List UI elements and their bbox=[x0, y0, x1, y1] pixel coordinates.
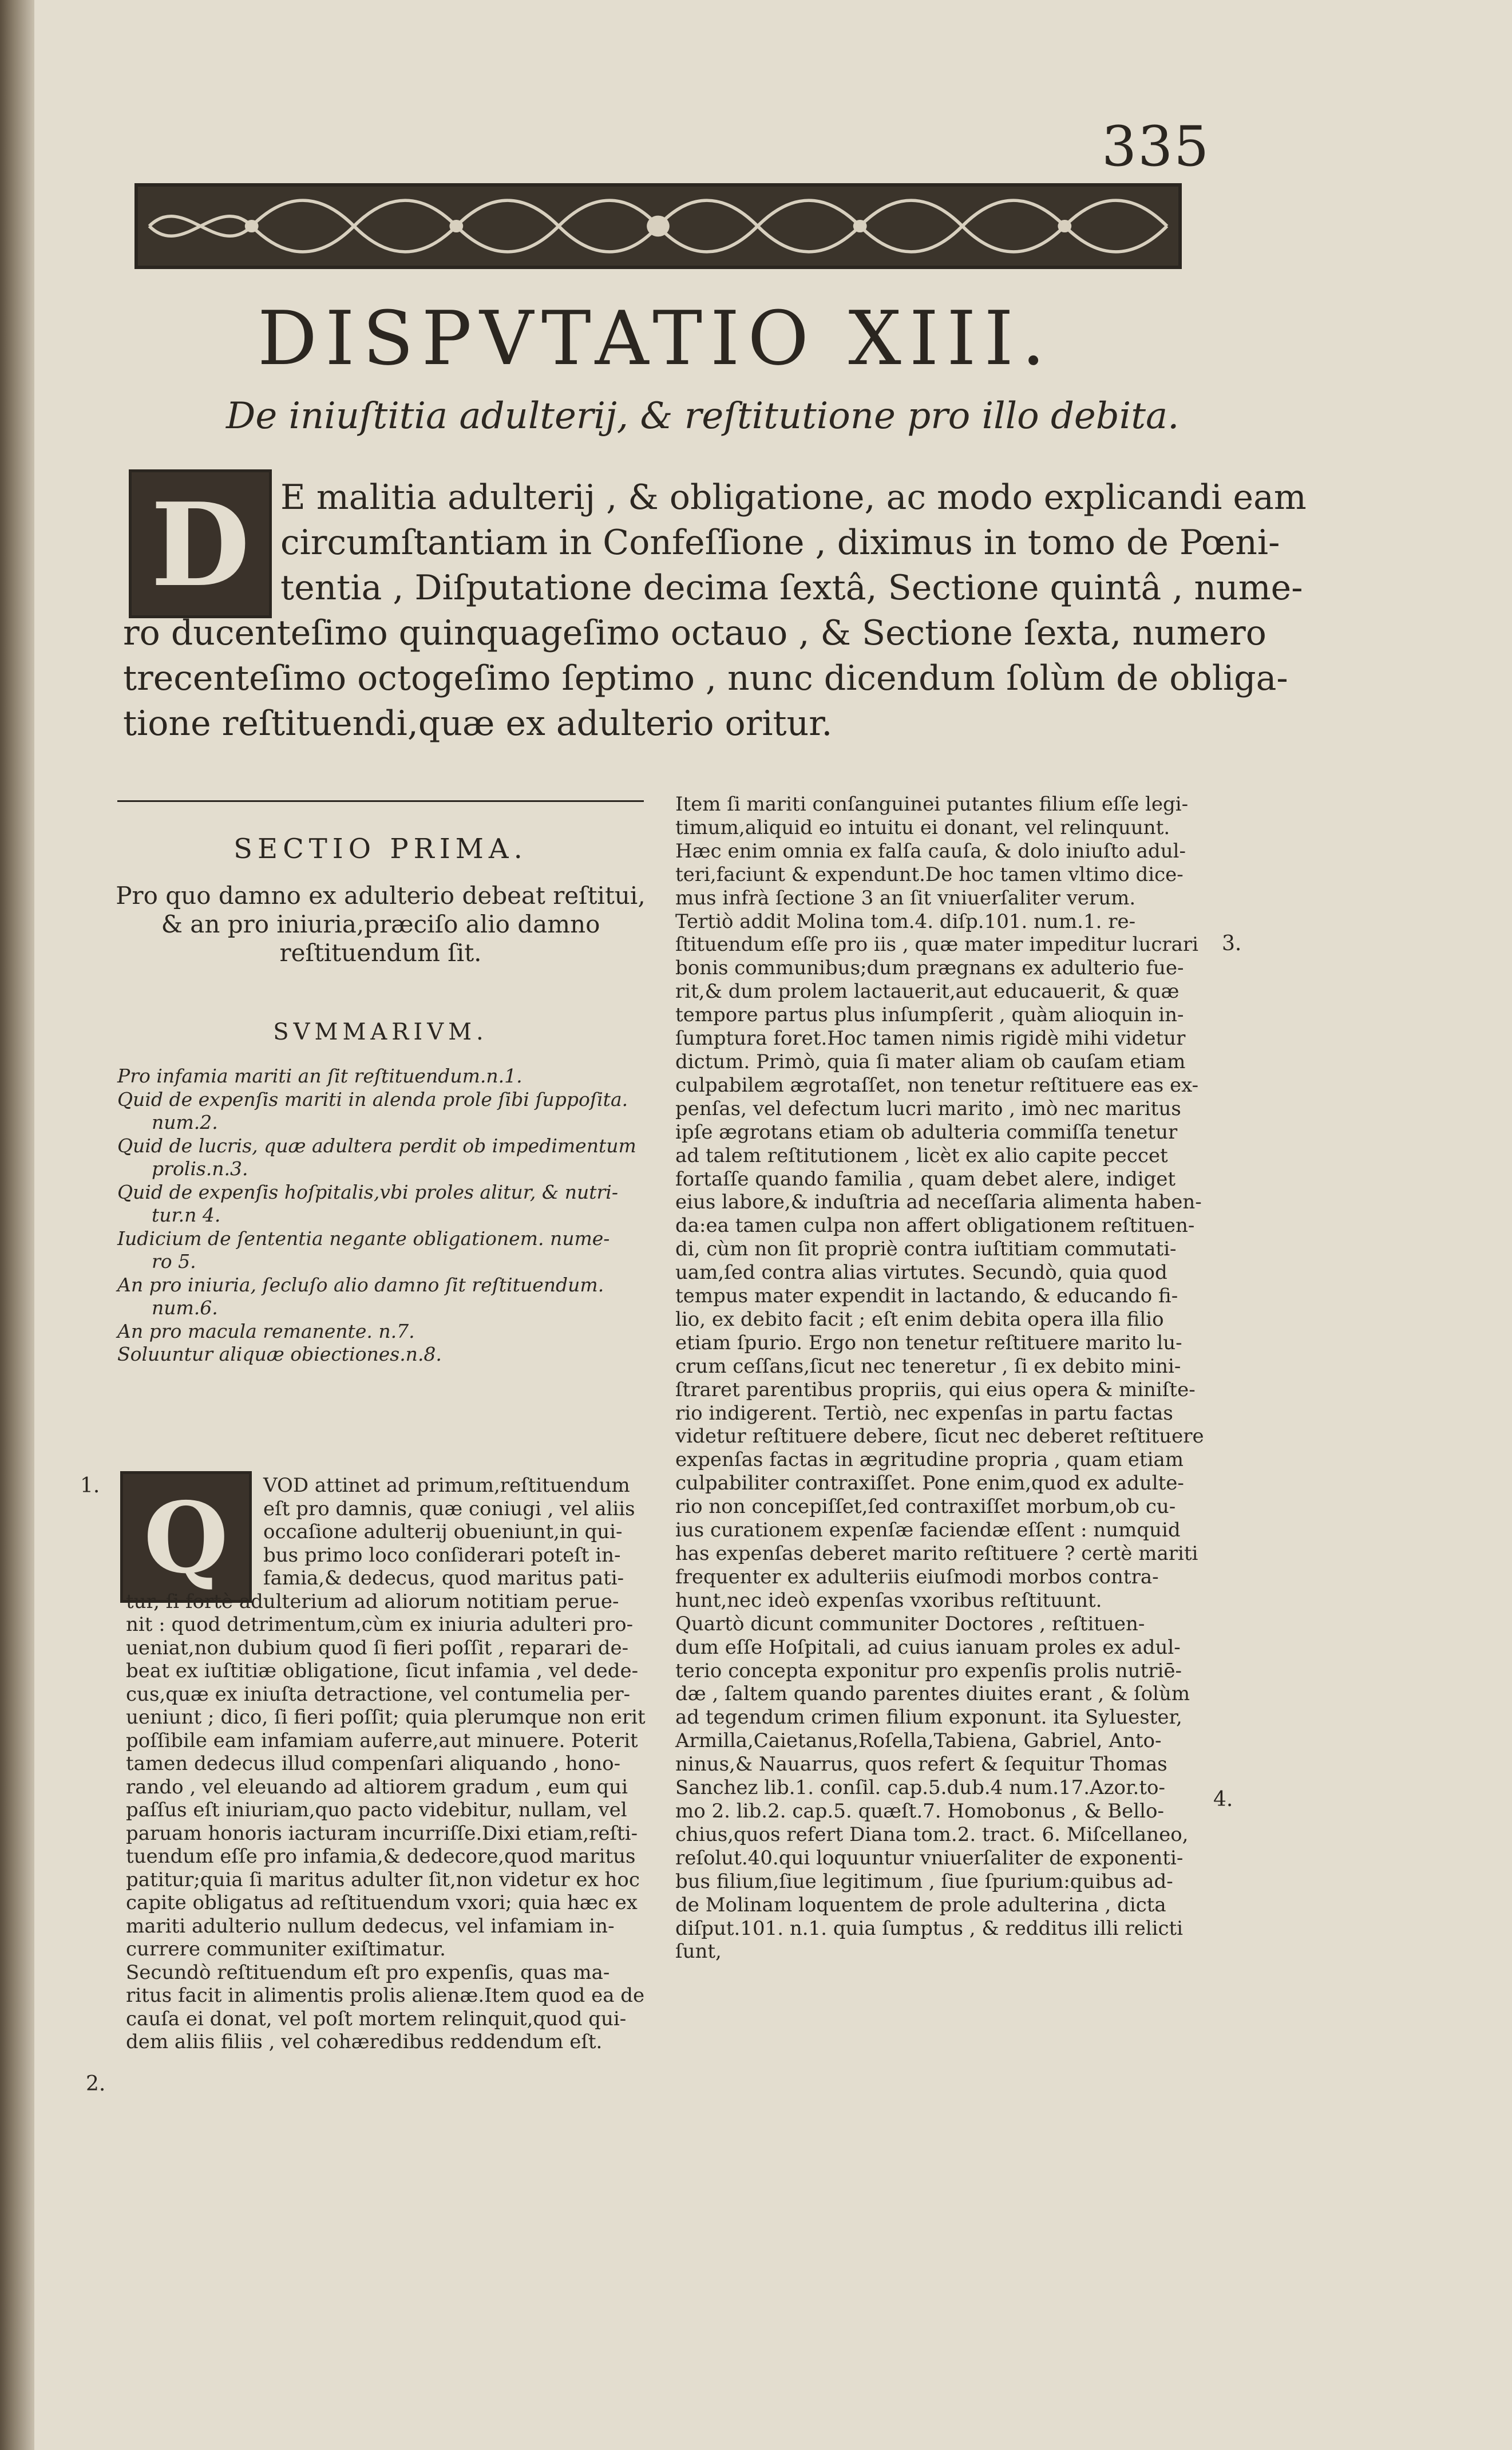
left-column-text bbox=[126, 1474, 647, 2054]
body-line: ueniunt ; dico, ſi fieri poſſit; quia plerumque non erit bbox=[126, 1706, 646, 1729]
body-line: tamen dedecus illud compenſari aliquando , hono- bbox=[126, 1752, 621, 1775]
decorative-headpiece bbox=[134, 183, 1182, 269]
body-line: Sanchez lib.1. conſil. cap.5.dub.4 num.17.Azor.to- bbox=[675, 1776, 1165, 1800]
body-line: ſunt, bbox=[675, 1940, 722, 1963]
body-line: etiam ſpurio. Ergo non tenetur reſtituere marito lu- bbox=[675, 1331, 1182, 1354]
summary-item: Iudicium de ſententia negante obligationem. nume- bbox=[117, 1227, 610, 1250]
body-line: mus infrà ſectione 3 an ſit vniuerſaliter verum. bbox=[675, 886, 1136, 910]
body-line: tempore partus plus inſumpſerit , quàm alioquin in- bbox=[675, 1003, 1184, 1027]
body-line: videtur reſtituere debere, ſicut nec deberet reſtituere bbox=[675, 1425, 1204, 1448]
body-line: eius labore,& induſtria ad neceſſaria alimenta haben- bbox=[675, 1191, 1202, 1214]
body-line: bonis communibus;dum prægnans ex adulterio fue- bbox=[675, 957, 1184, 980]
body-line: Armilla,Caietanus,Roſella,Tabiena, Gabriel, Anto- bbox=[675, 1729, 1162, 1753]
body-line: beat ex iuſtitiæ obligatione, ſicut infamia , vel dede- bbox=[126, 1659, 639, 1682]
section-title: SECTIO PRIMA. bbox=[233, 833, 528, 865]
body-line: has expenſas deberet marito reſtituere ? certè mariti bbox=[675, 1542, 1198, 1565]
body-line: Quartò dicunt communiter Doctores , reſtituen- bbox=[675, 1612, 1145, 1635]
body-line: frequenter ex adulteriis eiuſmodi morbos contra- bbox=[675, 1565, 1159, 1588]
body-line: di, cùm non ſit propriè contra iuſtitiam commutati- bbox=[675, 1238, 1177, 1261]
summary-title: SVMMARIVM. bbox=[273, 1019, 488, 1045]
body-line: ipſe ægrotans etiam ob adulteria commiſſa tenetur bbox=[675, 1120, 1178, 1144]
body-line: patitur;quia ſi maritus adulter ſit,non videtur ex hoc bbox=[126, 1868, 640, 1891]
body-line: de Molinam loquentem de prole adulterina , dicta bbox=[675, 1893, 1166, 1916]
intro-line: ro ducenteſimo quinquageſimo octauo , & Sectione ſexta, numero bbox=[123, 613, 1266, 653]
body-line: diſput.101. n.1. quia ſumptus , & redditus illi relicti bbox=[675, 1916, 1184, 1940]
body-line: tur, ſi fortè adulterium ad aliorum notitiam perue- bbox=[126, 1590, 619, 1613]
body-line: mo 2. lib.2. cap.5. quæſt.7. Homobonus , & Bello- bbox=[675, 1799, 1165, 1823]
disputation-subtitle: De iniuſtitia adulterij, & reſtitutione pro illo debita. bbox=[226, 395, 1179, 437]
summary-item: ro 5. bbox=[152, 1250, 196, 1273]
body-line: hunt,nec ideò expenſas vxoribus reſtituunt. bbox=[675, 1588, 1102, 1612]
body-line: lio, ex debito facit ; eſt enim debita opera illa filio bbox=[675, 1307, 1164, 1331]
body-line: da:ea tamen culpa non affert obligationem reſtituen- bbox=[675, 1214, 1195, 1238]
body-line: reſolut.40.qui loquuntur vniuerſaliter de exponenti- bbox=[675, 1846, 1184, 1870]
body-line: penſas, vel defectum lucri marito , imò nec maritus bbox=[675, 1097, 1181, 1120]
margin-number: 2. bbox=[86, 2072, 106, 2096]
summary-item: num.6. bbox=[152, 1297, 218, 1319]
body-line: crum ceſſans,ſicut nec teneretur , ſi ex debito mini- bbox=[675, 1354, 1181, 1378]
body-line: mariti adulterio nullum dedecus, vel infamiam in- bbox=[126, 1914, 615, 1938]
intro-line: trecenteſimo octogeſimo ſeptimo , nunc dicendum ſolùm de obliga- bbox=[123, 658, 1288, 698]
body-line: ſumptura foret.Hoc tamen nimis rigidè mihi videtur bbox=[675, 1027, 1186, 1050]
body-line: bus filium,ſiue legitimum , ſiue ſpurium:quibus ad- bbox=[675, 1870, 1173, 1893]
intro-line: circumſtantiam in Confeſſione , diximus in tomo de Pœni- bbox=[280, 523, 1280, 563]
body-line: rit,& dum prolem lactauerit,aut educauerit, & quæ bbox=[675, 980, 1179, 1003]
body-line: paſſus eſt iniuriam,quo pacto videbitur, nullam, vel bbox=[126, 1799, 627, 1821]
body-line: tuendum eſſe pro infamia,& dedecore,quod maritus bbox=[126, 1845, 636, 1868]
headpiece-pattern-icon bbox=[138, 187, 1178, 266]
margin-number: 3. bbox=[1222, 932, 1242, 955]
intro-line: tione reſtituendi,quæ ex adulterio oritur. bbox=[123, 704, 833, 744]
body-line: fortaſſe quando familia , quam debet alere, indiget bbox=[675, 1167, 1176, 1191]
intro-line: E malitia adulterij , & obligatione, ac modo explicandi eam bbox=[280, 477, 1307, 517]
right-column-text bbox=[675, 793, 1208, 1963]
summary-item: Quid de expenſis mariti in alenda prole ſibi ſuppoſita. bbox=[117, 1088, 628, 1111]
margin-number: 1. bbox=[80, 1474, 100, 1497]
body-line: ad talem reſtitutionem , licèt ex alio capite peccet bbox=[675, 1144, 1168, 1167]
body-line: ueniat,non dubium quod ſi fieri poſſit , reparari de- bbox=[126, 1636, 629, 1659]
body-line: occaſione adulterij obueniunt,in qui- bbox=[263, 1520, 623, 1543]
page-number: 335 bbox=[1102, 114, 1210, 179]
section-subtitle-line: & an pro iniuria,præciſo alio damno bbox=[161, 910, 600, 938]
section-subtitle bbox=[114, 882, 647, 967]
body-line: rio indigerent. Tertiò, nec expenſas in partu factas bbox=[675, 1401, 1173, 1425]
summary-item: Quid de lucris, quæ adultera perdit ob impedimentum bbox=[117, 1134, 636, 1157]
body-line: dem aliis filiis , vel cohæredibus reddendum eſt. bbox=[126, 2030, 603, 2053]
body-line: nit : quod detrimentum,cùm ex iniuria adulteri pro- bbox=[126, 1613, 634, 1636]
intro-line: tentia , Diſputatione decima ſextâ, Sectione quintâ , nume- bbox=[280, 568, 1303, 608]
summary-item: tur.n 4. bbox=[152, 1204, 221, 1226]
body-line: cus,quæ ex iniuſta detractione, vel contumelia per- bbox=[126, 1682, 631, 1706]
body-line: expenſas factas in ægritudine propria , quam etiam bbox=[675, 1448, 1184, 1472]
body-line: culpabilem ægrotaſſet, non tenetur reſtituere eas ex- bbox=[675, 1073, 1199, 1097]
body-line: rando , vel eleuando ad altiorem gradum , eum qui bbox=[126, 1775, 628, 1799]
book-spine-shadow bbox=[0, 0, 34, 2450]
body-line: ninus,& Nauarrus, quos refert & ſequitur Thomas bbox=[675, 1753, 1167, 1776]
body-line: tempus mater expendit in lactando, & educando fi- bbox=[675, 1285, 1178, 1308]
body-line: paruam honoris iacturam incurriſſe.Dixi etiam,reſti- bbox=[126, 1821, 638, 1845]
intro-paragraph bbox=[123, 475, 1307, 746]
body-line: dæ , ſaltem quando parentes diuites erant , & ſolùm bbox=[675, 1682, 1190, 1706]
summary-item: Pro infamia mariti an ſit reſtituendum.n.1. bbox=[117, 1065, 523, 1087]
body-line: bus primo loco conſiderari poteſt in- bbox=[263, 1543, 621, 1567]
body-line: VOD attinet ad primum,reſtituendum bbox=[263, 1474, 630, 1497]
section-subtitle-line: Pro quo damno ex adulterio debeat reſtitui, bbox=[116, 882, 646, 910]
margin-number: 4. bbox=[1213, 1788, 1233, 1811]
body-line: eſt pro damnis, quæ coniugi , vel aliis bbox=[263, 1497, 635, 1520]
body-line: uam,ſed contra alias virtutes. Secundò, quia quod bbox=[675, 1261, 1167, 1285]
body-line: dum eſſe Hoſpitali, ad cuius ianuam proles ex adul- bbox=[675, 1635, 1181, 1659]
body-line: timum,aliquid eo intuitu ei donant, vel relinquunt. bbox=[675, 816, 1170, 839]
summary-item: prolis.n.3. bbox=[152, 1157, 248, 1180]
disputation-title: DISPVTATIO XIII. bbox=[258, 295, 1054, 382]
body-line: currere communiter exiſtimatur. bbox=[126, 1938, 446, 1961]
body-line: Item ſi mariti conſanguinei putantes filium eſſe legi- bbox=[675, 793, 1189, 816]
body-line: famia,& dedecus, quod maritus pati- bbox=[263, 1567, 624, 1590]
body-line: ſtraret parentibus propriis, qui eius opera & miniſte- bbox=[675, 1378, 1196, 1401]
summary-item: An pro iniuria, ſecluſo alio damno ſit reſtituendum. bbox=[117, 1273, 604, 1296]
intro-drop-cap: D bbox=[129, 469, 272, 618]
body-line: Secundò reſtituendum eſt pro expenſis, quas ma- bbox=[126, 1961, 610, 1984]
body-line: dictum. Primò, quia ſi mater aliam ob cauſam etiam bbox=[675, 1050, 1186, 1073]
body-drop-cap: Q bbox=[120, 1471, 252, 1603]
summary-list bbox=[117, 1065, 650, 1366]
section-subtitle-line: reſtituendum ſit. bbox=[279, 939, 482, 967]
body-line: ritus facit in alimentis prolis alienæ.Item quod ea de bbox=[126, 1984, 645, 2007]
body-line: Tertiò addit Molina tom.4. diſp.101. num.1. re- bbox=[675, 910, 1136, 933]
summary-item: An pro macula remanente. n.7. bbox=[117, 1319, 415, 1342]
body-line: ius curationem expenſæ faciendæ eſſent : numquid bbox=[675, 1519, 1181, 1542]
body-line: terio concepta exponitur pro expenſis prolis nutriē- bbox=[675, 1659, 1182, 1682]
body-line: cauſa ei donat, vel poſt mortem relinquit,quod qui- bbox=[126, 2007, 627, 2030]
section-divider bbox=[117, 800, 644, 802]
body-line: ad tegendum crimen filium exponunt. ita Syluester, bbox=[675, 1706, 1182, 1729]
body-line: teri,faciunt & expendunt.De hoc tamen vltimo dice- bbox=[675, 863, 1184, 886]
body-line: poſſibile eam infamiam auferre,aut minuere. Poterit bbox=[126, 1729, 638, 1752]
summary-item: Quid de expenſis hoſpitalis,vbi proles alitur, & nutri- bbox=[117, 1180, 618, 1203]
body-line: culpabiliter contraxiſſet. Pone enim,quod ex adulte- bbox=[675, 1472, 1184, 1495]
body-line: capite obligatus ad reſtituendum vxori; quia hæc ex bbox=[126, 1891, 638, 1914]
body-line: rio non concepiſſet,ſed contraxiſſet morbum,ob cu- bbox=[675, 1495, 1176, 1519]
summary-item: num.2. bbox=[152, 1111, 218, 1133]
body-line: chius,quos refert Diana tom.2. tract. 6. Miſcellaneo, bbox=[675, 1823, 1189, 1846]
body-line: Hæc enim omnia ex falſa cauſa, & dolo iniuſto adul- bbox=[675, 839, 1186, 863]
summary-item: Soluuntur aliquæ obiectiones.n.8. bbox=[117, 1343, 442, 1365]
body-line: ſtituendum eſſe pro iis , quæ mater impeditur lucrari bbox=[675, 933, 1199, 957]
